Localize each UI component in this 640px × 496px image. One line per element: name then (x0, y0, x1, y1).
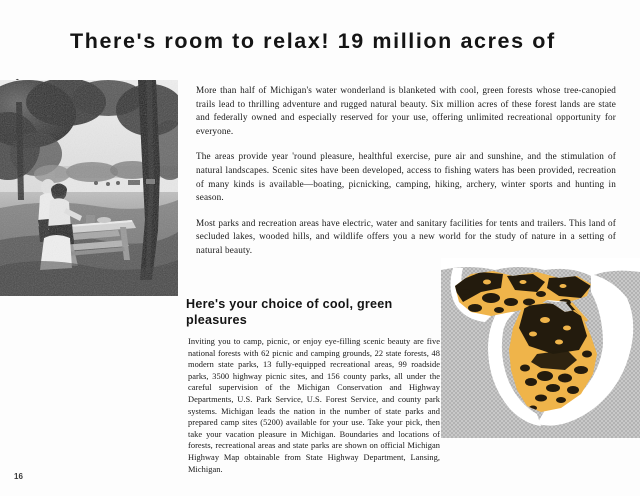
page-headline: There's room to relax! 19 million acres of (70, 29, 556, 53)
main-body-text (196, 84, 616, 258)
subsection-body-text (188, 336, 440, 475)
picnic-photo-artwork (0, 80, 178, 296)
body-paragraph-3: Most parks and recreation areas have electric, water and sanitary facilities for tents and trailers. This land of secluded lakes, wooded hills, and wildlife offers you a new world for the study of nature in a setting of natural beauty. (196, 217, 616, 255)
body-paragraph-1: More than half of Michigan's water wonderland is blanketed with cool, green forests whose tree-canopied trails lead to thrilling adventure and rugged natural beauty. Six million acres of these forest lands are state and federally owned and especially reserved for your use, offering unlimited recreational opportunity for everyone. (196, 85, 616, 136)
michigan-map (441, 258, 640, 438)
subsection-paragraph: Inviting you to camp, picnic, or enjoy eye-filling scenic beauty are five national forests with 62 picnic and camping grounds, 22 state forests, 48 modern state parks, 13 fully-equipped recreational areas, 99 roadside parks, 3500 highway picnic sites, and 156 county parks, all under the careful supervision of the Michigan Conservation and Highway Departments, U.S. Park Service, U.S. Forest Service, and county park systems. Michigan leads the nation in the number of state parks and prepared camp sites (5200) available for your use. Take your pick, then take your vacation pleasure in Michigan. Boundaries and locations of forests, recreational areas and state parks are shown on official Michigan Highway Map obtainable from State Highway Department, Lansing, Michigan. (188, 337, 440, 474)
body-paragraph-2: The areas provide year 'round pleasure, healthful exercise, pure air and sunshine, and the stimulation of natural landscapes. Scenic sites have been developed, access to fishing waters has been provided, recreation of many kinds is available—boating, picnicking, camping, hiking, archery, winter sports and hunting in season. (196, 151, 616, 203)
page-number: 16 (14, 472, 23, 481)
michigan-map-artwork (441, 258, 640, 438)
picnic-photo (0, 80, 178, 296)
subsection-heading: Here's your choice of cool, green pleasures (186, 297, 393, 327)
